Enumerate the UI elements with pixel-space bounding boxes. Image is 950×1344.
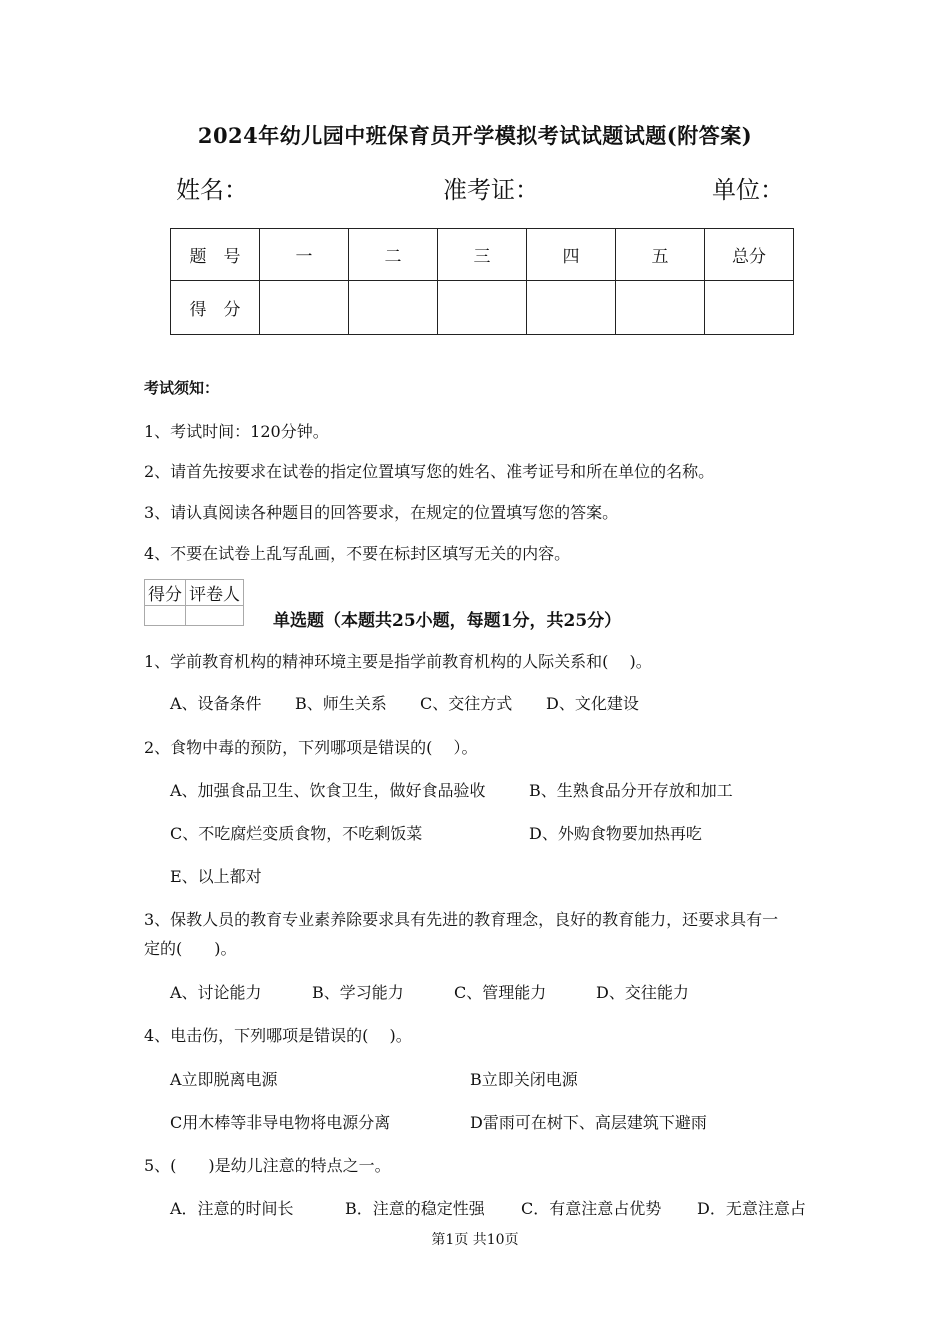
- option: A、加强食品卫生、饮食卫生，做好食品验收: [170, 781, 486, 800]
- notice-item: 4、不要在试卷上乱写乱画，不要在标封区填写无关的内容。: [144, 544, 571, 563]
- option: C、管理能力: [454, 983, 547, 1002]
- question-stem: 2、食物中毒的预防，下列哪项是错误的( ）。: [144, 738, 478, 757]
- option: C用木棒等非导电物将电源分离: [170, 1113, 391, 1132]
- header-cell: 五: [616, 229, 705, 281]
- exam-id-field-label: 准考证：: [443, 176, 539, 204]
- notice-item: 1、考试时间：120分钟。: [144, 422, 329, 441]
- option: B、生熟食品分开存放和加工: [529, 781, 733, 800]
- question-stem: 4、电击伤，下列哪项是错误的( )。: [144, 1026, 412, 1045]
- header-cell: 二: [349, 229, 438, 281]
- question-stem: 1、学前教育机构的精神环境主要是指学前教育机构的人际关系和( )。: [144, 652, 652, 671]
- notice-item: 2、请首先按要求在试卷的指定位置填写您的姓名、准考证号和所在单位的名称。: [144, 462, 715, 481]
- option: A．注意的时间长: [170, 1199, 294, 1218]
- option: D、交往能力: [596, 983, 689, 1002]
- score-cell[interactable]: [260, 281, 349, 335]
- score-cell[interactable]: [616, 281, 705, 335]
- option: B．注意的稳定性强: [345, 1199, 485, 1218]
- header-cell: 四: [527, 229, 616, 281]
- option: C、交往方式: [420, 694, 513, 713]
- header-cell: 一: [260, 229, 349, 281]
- unit-field-label: 单位：: [712, 176, 784, 204]
- grader-box-score-cell[interactable]: [145, 606, 186, 626]
- notice-heading: 考试须知：: [144, 379, 220, 397]
- option: B、师生关系: [295, 694, 387, 713]
- option: A、讨论能力: [170, 983, 262, 1002]
- header-cell: 题 号: [171, 229, 260, 281]
- grader-box-grader-label: 评卷人: [186, 580, 244, 606]
- question-stem: 3、保教人员的教育专业素养除要求具有先进的教育理念，良好的教育能力，还要求具有一: [144, 910, 779, 929]
- page-footer: 第1页 共10页: [431, 1232, 519, 1248]
- grader-box: [144, 579, 244, 626]
- option: C、不吃腐烂变质食物，不吃剩饭菜: [170, 824, 423, 843]
- section-title: 单选题（本题共25小题，每题1分，共25分）: [273, 611, 622, 631]
- option: A、设备条件: [170, 694, 262, 713]
- question-stem: 5、( )是幼儿注意的特点之一。: [144, 1156, 391, 1175]
- score-cell[interactable]: [705, 281, 794, 335]
- option: D雷雨可在树下、高层建筑下避雨: [470, 1113, 707, 1132]
- option: B立即关闭电源: [470, 1070, 578, 1089]
- option: B、学习能力: [312, 983, 404, 1002]
- document-title: 2024年幼儿园中班保育员开学模拟考试试题试题(附答案): [197, 123, 753, 148]
- option: D．无意注意占: [697, 1199, 806, 1218]
- question-stem: 定的( )。: [144, 939, 237, 958]
- header-cell: 三: [438, 229, 527, 281]
- score-row-label: 得 分: [171, 281, 260, 335]
- score-table-header-row: [171, 229, 794, 281]
- option: D、文化建设: [546, 694, 639, 713]
- notice-item: 3、请认真阅读各种题目的回答要求，在规定的位置填写您的答案。: [144, 503, 619, 522]
- header-cell: 总分: [705, 229, 794, 281]
- option: A立即脱离电源: [170, 1070, 278, 1089]
- name-field-label: 姓名：: [176, 176, 248, 204]
- option: C．有意注意占优势: [521, 1199, 662, 1218]
- grader-box-score-label: 得分: [145, 580, 186, 606]
- score-table-score-row: [171, 281, 794, 335]
- score-cell[interactable]: [527, 281, 616, 335]
- option: E、以上都对: [170, 867, 262, 886]
- score-cell[interactable]: [349, 281, 438, 335]
- score-table: [170, 228, 794, 335]
- option: D、外购食物要加热再吃: [529, 824, 702, 843]
- grader-box-grader-cell[interactable]: [186, 606, 244, 626]
- score-cell[interactable]: [438, 281, 527, 335]
